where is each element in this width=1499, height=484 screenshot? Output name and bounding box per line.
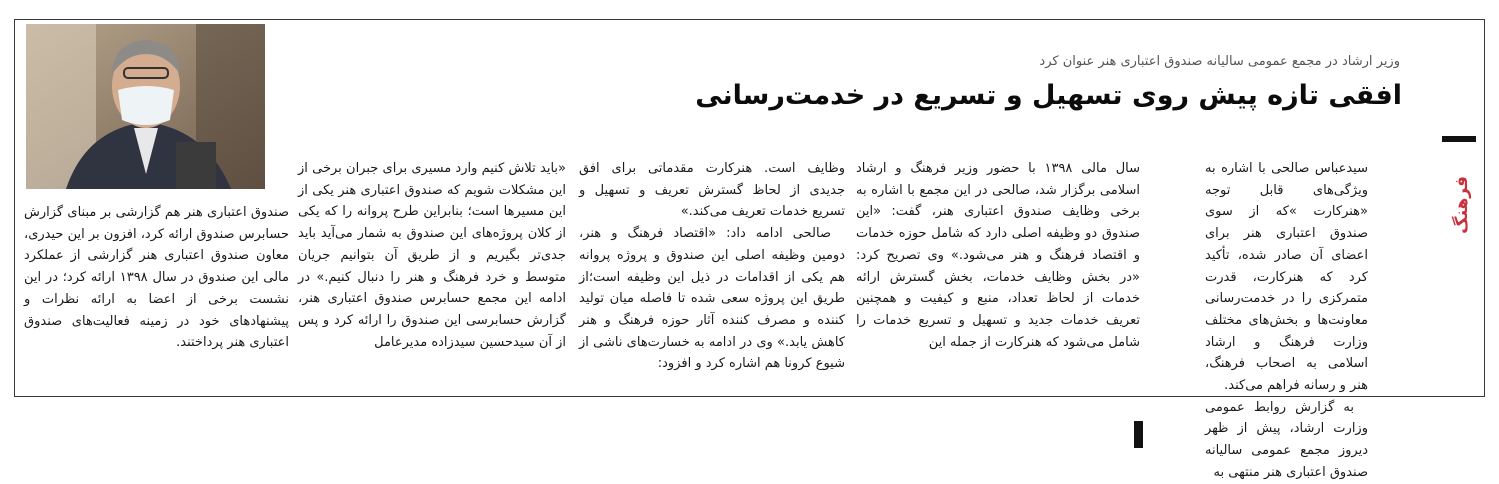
paragraph: سیدعباس صالحی با اشاره به ویژگی‌های قابل توجه «هنرکارت »که از سوی صندوق اعتباری هنر برای اعضای آن صادر شده، تأکید کرد که هنرکارت، قدرت متمرکزی را در خدمت‌رسانی معاونت‌ها و بخش‌های مختلف وزارت فرهنگ و ارشاد اسلامی به اصحاب فرهنگ، هنر و رسانه فراهم می‌کند. (1205, 161, 1368, 394)
article-column-4 (298, 158, 566, 390)
article-kicker: وزیر ارشاد در مجمع عمومی سالیانه صندوق اعتباری هنر عنوان کرد (1039, 54, 1400, 69)
article-column-5 (24, 202, 289, 390)
paragraph: سال مالی ۱۳۹۸ با حضور وزیر فرهنگ و ارشاد اسلامی برگزار شد، صالحی در این مجمع با اشاره به برخی وظایف صندوق اعتباری هنر، گفت: «این صندوق دو وظیفه اصلی دارد که شامل حوزه خدمات و اقتصاد فرهنگ و هنر می‌شود.» وی تصریح کرد: «در بخش وظایف خدمات، بخش گسترش ارائه خدمات از لحاظ تعداد، منبع و کیفیت و همچنین تعریف خدمات جدید و تسهیل و تسریع خدمات را شامل می‌شود که هنرکارت از جمله این (856, 161, 1140, 350)
paragraph: صالحی ادامه داد: «اقتصاد فرهنگ و هنر، دومین وظیفه اصلی این صندوق و پروژه پروانه هم یکی از اقدامات در ذیل این وظیفه است؛از طریق این پروژه سعی شده تا فاصله میان تولید کننده و مصرف کننده آثار حوزه فرهنگ و هنر کاهش یابد.» وی در ادامه به خسارت‌های ناشی از شیوع کرونا هم اشاره کرد و افزود: (579, 226, 845, 372)
section-label: فرهنگ (1452, 176, 1472, 234)
page-marker (1134, 421, 1143, 448)
minister-photo-image (26, 24, 265, 189)
article-column-3 (579, 158, 845, 390)
section-bar (1442, 136, 1476, 142)
paragraph: به گزارش روابط عمومی وزارت ارشاد، پیش از ظهر دیروز مجمع عمومی سالیانه صندوق اعتباری هنر منتهی به (1205, 399, 1368, 480)
article-photo (26, 24, 265, 189)
article-column-2 (856, 158, 1140, 390)
article-headline: افقی تازه پیش روی تسهیل و تسریع در خدمت‌رسانی (695, 80, 1402, 111)
paragraph: صندوق اعتباری هنر هم گزارشی بر مبنای گزارش حسابرس صندوق ارائه کرد، افزون بر این حیدری، معاون صندوق اعتباری هنر گزارشی از عملکرد مالی این صندوق در سال ۱۳۹۸ ارائه کرد؛ در این نشست برخی از اعضا به ارائه نظرات و پیشنهادهای خود در زمینه فعالیت‌های صندوق اعتباری هنر پرداختند. (24, 205, 289, 351)
paragraph: «باید تلاش کنیم وارد مسیری برای جبران برخی از این مشکلات شویم که صندوق اعتباری هنر یکی از این مسیرها است؛ بنابراین طرح پروانه را که یکی از کلان پروژه‌های این صندوق به شمار می‌آید باید جدی‌تر بگیریم و از طریق آن بتوانیم جریان متوسط و خرد فرهنگ و هنر را دنبال کنیم.» در ادامه این مجمع حسابرس صندوق اعتباری هنر، گزارش حسابرسی این صندوق را ارائه کرد و پس از آن سیدحسین سیدزاده مدیرعامل (298, 161, 566, 350)
article-column-1 (1205, 158, 1368, 480)
paragraph: وظایف است. هنرکارت مقدماتی برای افق جدیدی از لحاظ گسترش تعریف و تسهیل و تسریع خدمات تعریف می‌کند.» (579, 161, 845, 220)
